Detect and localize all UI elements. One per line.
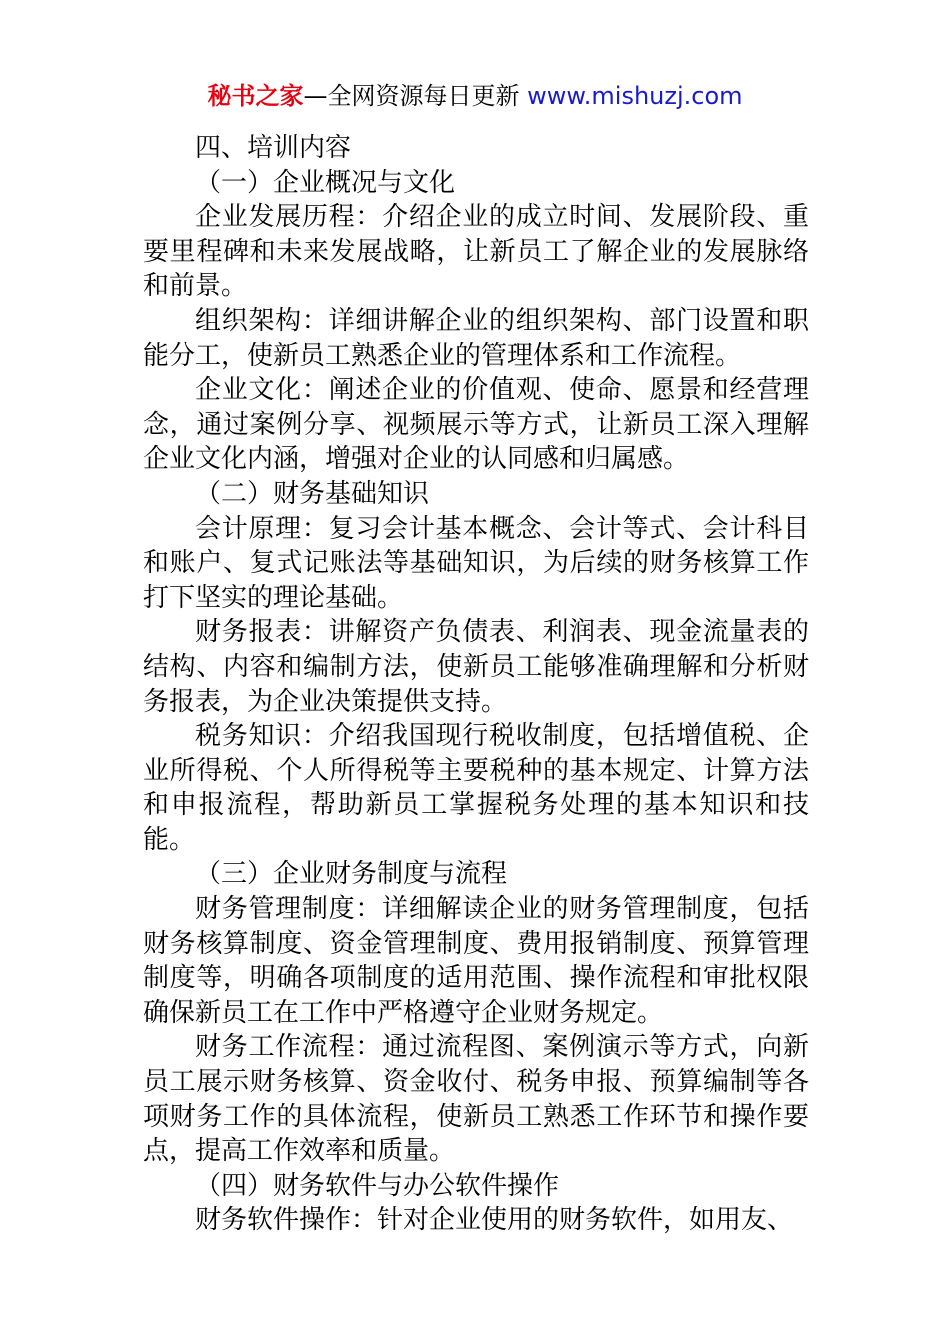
paragraph: 财务管理制度：详细解读企业的财务管理制度，包括财务核算制度、资金管理制度、费用报销制度、预算管理制度等，明确各项制度的适用范围、操作流程和审批权限确保新员工在工作中严格遵守企业财务规定。 — [143, 894, 809, 1028]
subsection-heading: （三）企业财务制度与流程 — [195, 859, 508, 890]
subsection-heading: （一）企业概况与文化 — [195, 167, 456, 198]
document-body — [143, 131, 809, 1238]
subsection-heading: （二）财务基础知识 — [195, 478, 430, 509]
section-heading: 四、培训内容 — [195, 133, 352, 163]
paragraph: 税务知识：介绍我国现行税收制度，包括增值税、企业所得税、个人所得税等主要税种的基本规定、计算方法和申报流程，帮助新员工掌握税务处理的基本知识和技能。 — [143, 721, 809, 855]
paragraph: 组织架构：详细讲解企业的组织架构、部门设置和职能分工，使新员工熟悉企业的管理体系和工作流程。 — [143, 305, 809, 371]
paragraph: 财务软件操作：针对企业使用的财务软件，如用友、 — [195, 1205, 794, 1236]
paragraph: 会计原理：复习会计基本概念、会计等式、会计科目和账户、复式记账法等基础知识，为后续的财务核算工作打下坚实的理论基础。 — [143, 513, 809, 613]
subsection-heading: （四）财务软件与办公软件操作 — [195, 1170, 560, 1201]
site-header — [0, 80, 950, 112]
header-slogan: —全网资源每日更新 — [303, 82, 520, 110]
paragraph: 财务工作流程：通过流程图、案例演示等方式，向新员工展示财务核算、资金收付、税务申报、预算编制等各项财务工作的具体流程，使新员工熟悉工作环节和操作要点，提高工作效率和质量。 — [143, 1032, 809, 1167]
paragraph: 企业文化：阐述企业的价值观、使命、愿景和经营理念，通过案例分享、视频展示等方式，让新员工深入理解企业文化内涵，增强对企业的认同感和归属感。 — [143, 375, 809, 475]
brand-name: 秘书之家 — [207, 82, 304, 110]
website-link[interactable]: www.mishuzj.com — [527, 82, 743, 110]
paragraph: 企业发展历程：介绍企业的成立时间、发展阶段、重要里程碑和未来发展战略，让新员工了解企业的发展脉络和前景。 — [143, 202, 809, 302]
paragraph: 财务报表：讲解资产负债表、利润表、现金流量表的结构、内容和编制方法，使新员工能够准确理解和分析财务报表，为企业决策提供支持。 — [143, 617, 809, 717]
